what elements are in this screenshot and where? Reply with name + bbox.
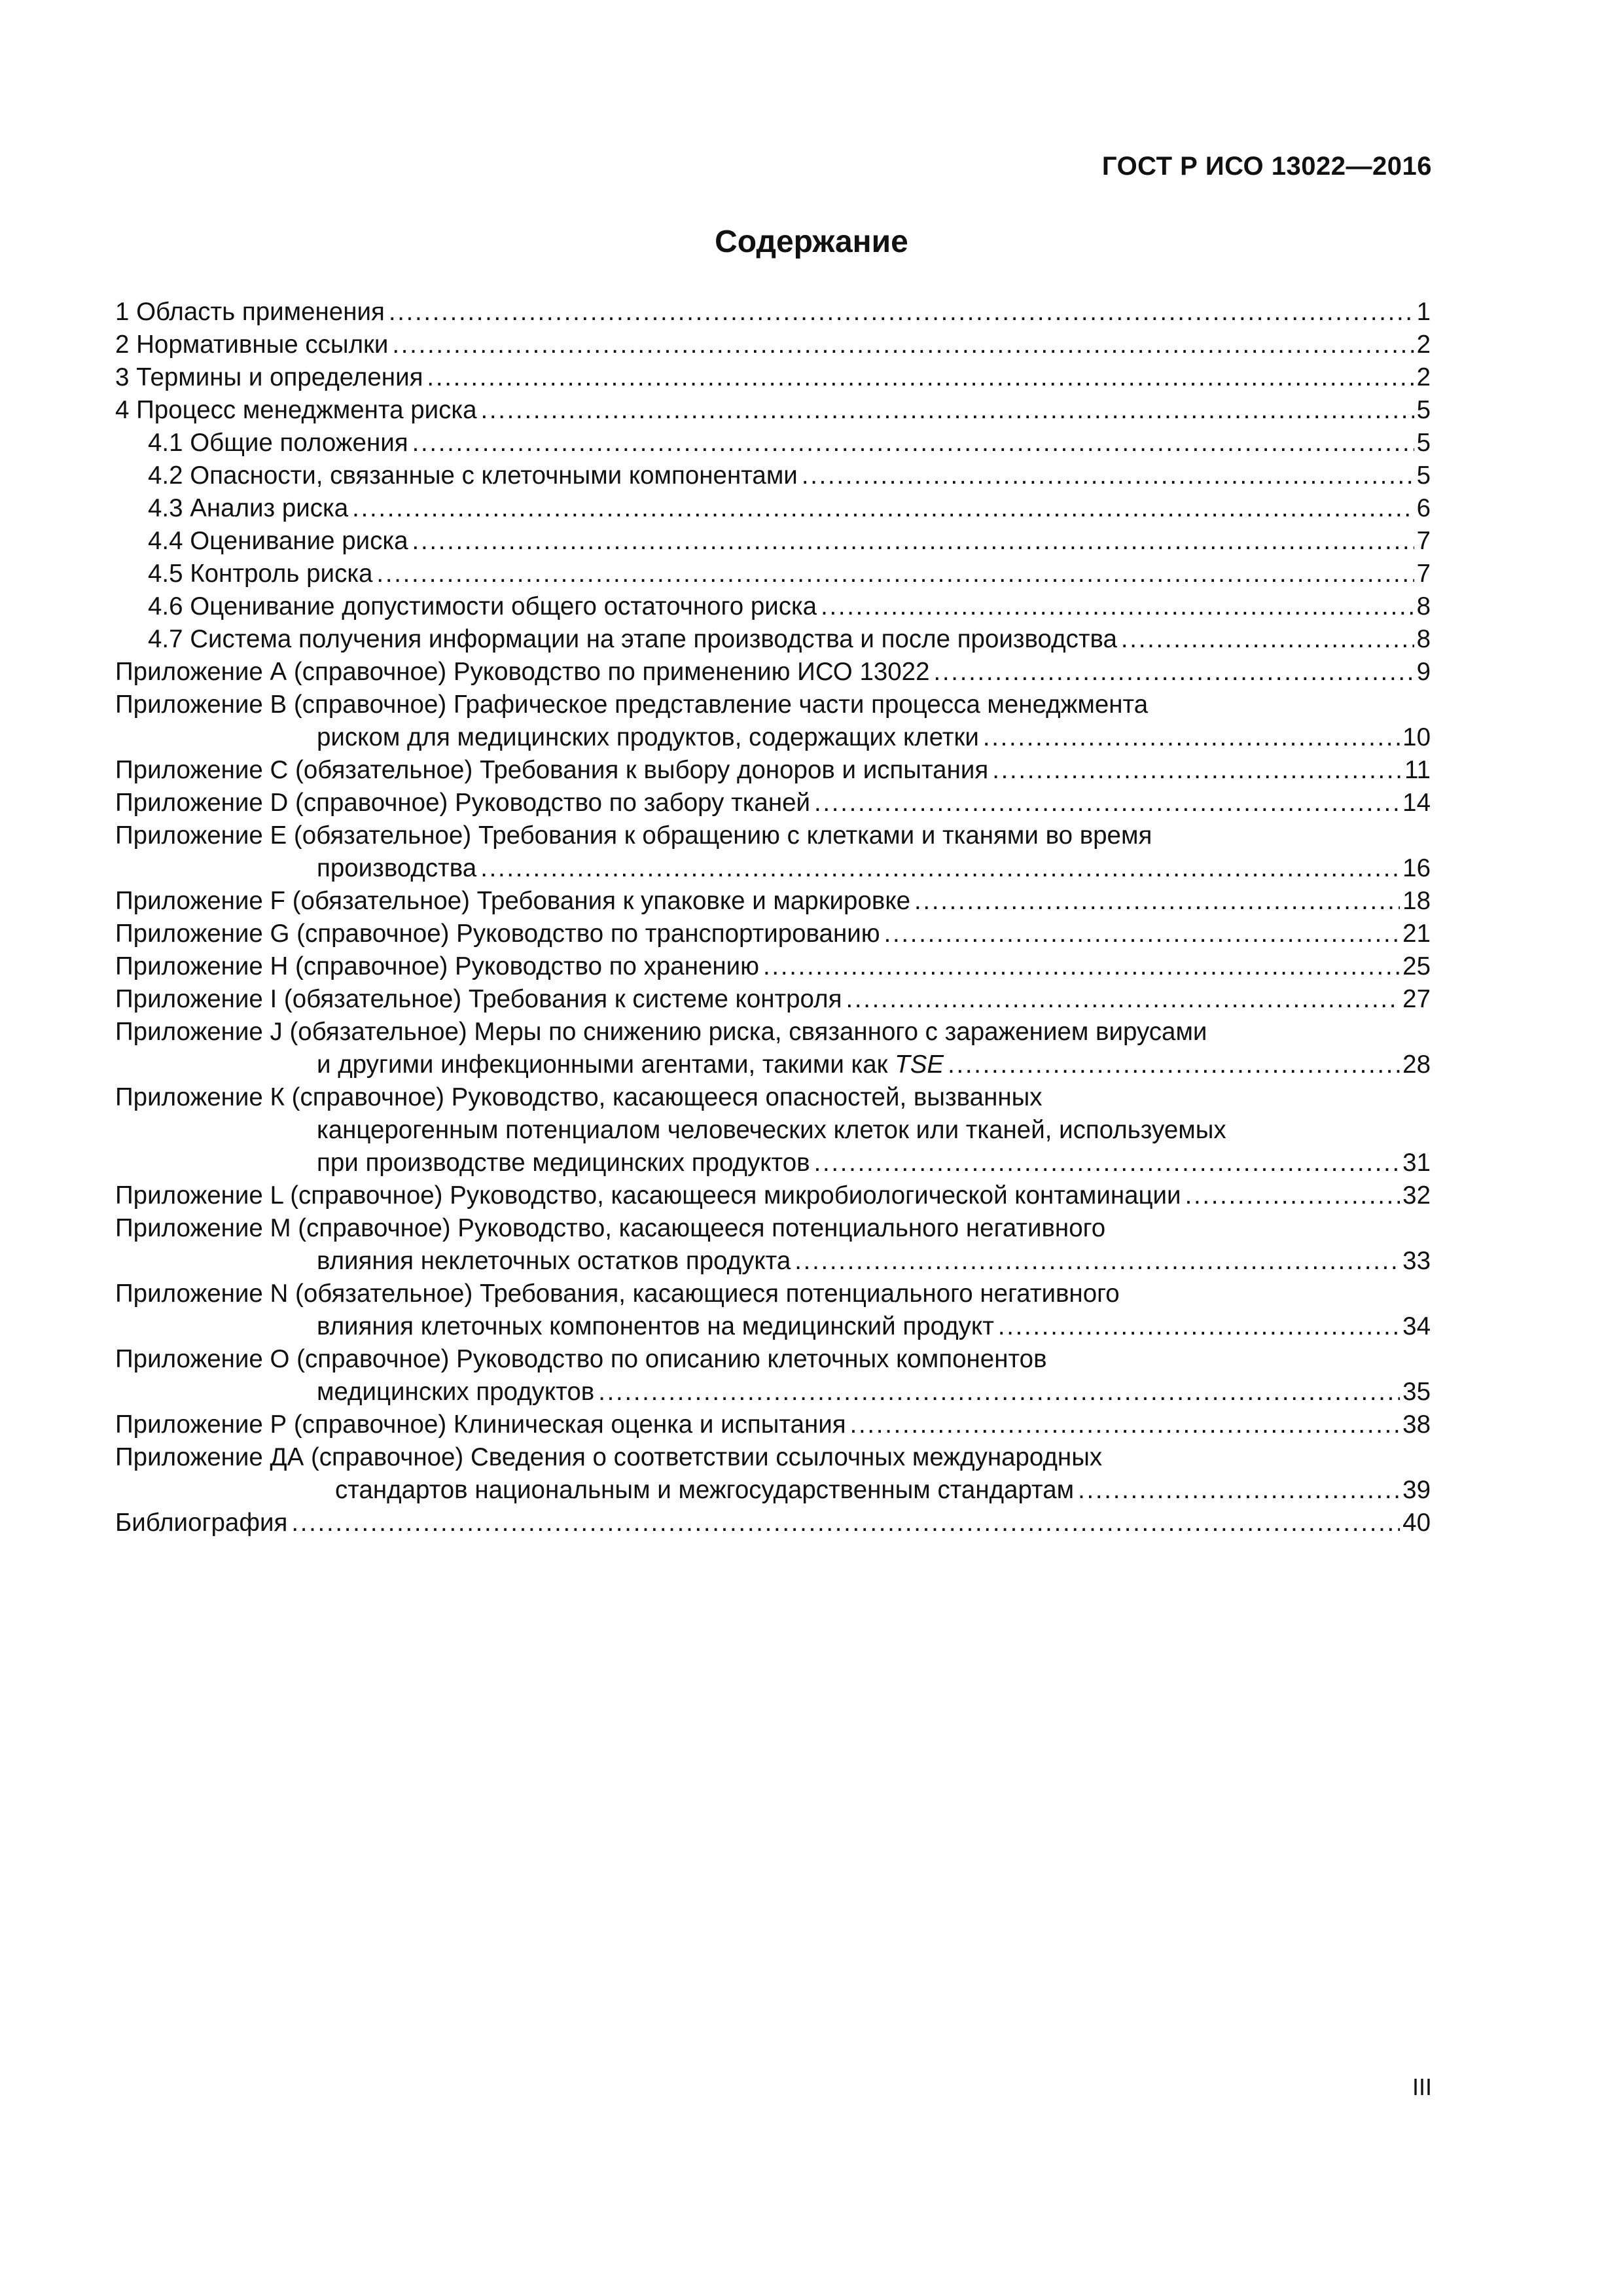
toc-entry-annex-m[interactable]: [115, 1212, 1431, 1278]
toc-entry-title: Приложение В (справочное) Графическое представление части процесса менеджмента: [115, 691, 1149, 719]
toc-page-number: 2: [1416, 331, 1431, 359]
toc-entry-title: 4 Процесс менеджмента риска: [115, 396, 477, 424]
toc-entry-annex-c[interactable]: [115, 754, 1431, 787]
toc-page-number: 33: [1402, 1247, 1431, 1275]
toc-entry-annex-h[interactable]: [115, 950, 1431, 983]
toc-page-number: 8: [1416, 625, 1431, 653]
table-of-contents: [115, 296, 1431, 1539]
toc-page-number: 2: [1416, 363, 1431, 391]
toc-entry-title: 1 Область применения: [115, 298, 385, 326]
toc-page-number: 40: [1402, 1509, 1431, 1537]
dot-leader: [1078, 1474, 1400, 1507]
page-number: III: [1412, 2073, 1432, 2100]
toc-entry-annex-d[interactable]: [115, 787, 1431, 819]
dot-leader: [412, 427, 1414, 459]
dot-leader: [376, 558, 1414, 590]
toc-entry-title: Приложение М (справочное) Руководство, касающееся потенциального негативного: [115, 1214, 1106, 1242]
dot-leader: [846, 983, 1400, 1016]
toc-entry-annex-o[interactable]: [115, 1343, 1431, 1408]
dot-leader: [802, 459, 1414, 492]
dot-leader: [598, 1376, 1400, 1408]
page-title: Содержание: [715, 224, 908, 259]
toc-entry-title-continued: производства: [317, 854, 477, 882]
toc-page-number: 38: [1402, 1410, 1431, 1439]
toc-entry-annex-da[interactable]: [115, 1441, 1431, 1507]
toc-page-number: 28: [1402, 1050, 1431, 1079]
toc-page-number: 9: [1416, 658, 1431, 686]
dot-leader: [850, 1408, 1400, 1441]
toc-entry-section-4-7[interactable]: [115, 623, 1431, 656]
toc-entry-title: Приложение Н (справочное) Руководство по хранению: [115, 952, 760, 980]
toc-entry-annex-l[interactable]: [115, 1179, 1431, 1212]
toc-page-number: 34: [1402, 1312, 1431, 1340]
toc-entry-annex-e[interactable]: [115, 819, 1431, 885]
toc-entry-title-continued: при производстве медицинских продуктов: [317, 1149, 810, 1177]
dot-leader: [480, 394, 1414, 427]
toc-entry-title: Приложение С (обязательное) Требования к выбору доноров и испытания: [115, 756, 989, 784]
dot-leader: [480, 852, 1400, 885]
toc-entry-title-continued: медицинских продуктов: [317, 1378, 595, 1406]
toc-entry-title: 4.3 Анализ риска: [148, 494, 349, 522]
toc-page-number: 5: [1416, 429, 1431, 457]
toc-entry-title: Приложение А (справочное) Руководство по применению ИСО 13022: [115, 658, 930, 686]
toc-entry-title-continued: влияния клеточных компонентов на медицинский продукт: [317, 1312, 994, 1340]
toc-entry-annex-n[interactable]: [115, 1278, 1431, 1343]
toc-page-number: 32: [1402, 1181, 1431, 1210]
toc-entry-section-2[interactable]: [115, 329, 1431, 361]
toc-entry-title: Приложение ДА (справочное) Сведения о соответствии ссылочных международных: [115, 1443, 1103, 1471]
toc-page-number: 7: [1416, 527, 1431, 555]
toc-entry-title: 3 Термины и определения: [115, 363, 423, 391]
toc-entry-section-4-5[interactable]: [115, 558, 1431, 590]
dot-leader: [821, 590, 1414, 623]
dot-leader: [814, 1147, 1400, 1179]
toc-entry-title: 4.1 Общие положения: [148, 429, 408, 457]
toc-entry-title-continued: [317, 1049, 944, 1081]
toc-entry-section-4-3[interactable]: [115, 492, 1431, 525]
toc-page-number: 6: [1416, 494, 1431, 522]
toc-entry-title: 4.4 Оценивание риска: [148, 527, 408, 555]
toc-entry-annex-i[interactable]: [115, 983, 1431, 1016]
toc-page-number: 16: [1402, 854, 1431, 882]
toc-page-number: 8: [1416, 592, 1431, 620]
dot-leader: [1121, 623, 1414, 656]
toc-entry-annex-b[interactable]: [115, 689, 1431, 754]
toc-page-number: 21: [1402, 920, 1431, 948]
toc-entry-section-4-2[interactable]: [115, 459, 1431, 492]
dot-leader: [389, 296, 1414, 329]
toc-entry-section-4-4[interactable]: [115, 525, 1431, 558]
toc-page-number: 27: [1402, 985, 1431, 1013]
document-code: ГОСТ Р ИСО 13022—2016: [1101, 152, 1432, 181]
toc-entry-title: Приложение G (справочное) Руководство по транспортированию: [115, 920, 880, 948]
toc-entry-title: 4.5 Контроль риска: [148, 560, 373, 588]
toc-entry-section-1[interactable]: [115, 296, 1431, 329]
dot-leader: [392, 329, 1414, 361]
toc-page-number: 39: [1402, 1476, 1431, 1504]
toc-entry-bibliography[interactable]: [115, 1507, 1431, 1539]
toc-entry-title: Приложение Р (справочное) Клиническая оценка и испытания: [115, 1410, 846, 1439]
toc-entry-title: Приложение F (обязательное) Требования к упаковке и маркировке: [115, 887, 911, 915]
toc-page-number: 35: [1402, 1378, 1431, 1406]
toc-page-number: 10: [1402, 723, 1431, 751]
toc-entry-title-continued: риском для медицинских продуктов, содержащих клетки: [317, 723, 979, 751]
toc-entry-title: 2 Нормативные ссылки: [115, 331, 389, 359]
toc-page-number: 31: [1402, 1149, 1431, 1177]
toc-entry-annex-g[interactable]: [115, 918, 1431, 950]
dot-leader: [763, 950, 1400, 983]
toc-entry-italic-term: TSE: [895, 1050, 944, 1079]
toc-page-number: 11: [1404, 756, 1431, 784]
dot-leader: [1185, 1179, 1400, 1212]
toc-entry-annex-j[interactable]: [115, 1016, 1431, 1081]
toc-entry-annex-p[interactable]: [115, 1408, 1431, 1441]
dot-leader: [934, 656, 1414, 689]
toc-entry-title: 4.6 Оценивание допустимости общего остаточного риска: [148, 592, 817, 620]
dot-leader: [884, 918, 1400, 950]
toc-entry-text: и другими инфекционными агентами, такими как: [317, 1050, 895, 1079]
dot-leader: [992, 754, 1402, 787]
toc-entry-title: Приложение J (обязательное) Меры по снижению риска, связанного с заражением вирусами: [115, 1018, 1207, 1046]
toc-entry-title: 4.2 Опасности, связанные с клеточными компонентами: [148, 461, 798, 490]
toc-entry-section-4[interactable]: [115, 394, 1431, 427]
toc-entry-title: Приложение N (обязательное) Требования, касающиеся потенциального негативного: [115, 1280, 1120, 1308]
dot-leader: [998, 1310, 1400, 1343]
toc-entry-title: Приложение Е (обязательное) Требования к обращению с клетками и тканями во время: [115, 821, 1152, 850]
toc-page-number: 18: [1402, 887, 1431, 915]
toc-entry-title: Приложение D (справочное) Руководство по забору тканей: [115, 789, 811, 817]
toc-entry-section-4-6[interactable]: [115, 590, 1431, 623]
toc-page-number: 7: [1416, 560, 1431, 588]
toc-entry-title: Приложение I (обязательное) Требования к системе контроля: [115, 985, 842, 1013]
toc-page-number: 5: [1416, 461, 1431, 490]
toc-entry-title-continued: канцерогенным потенциалом человеческих клеток или тканей, используемых: [317, 1116, 1226, 1144]
dot-leader: [914, 885, 1400, 918]
toc-page-number: 14: [1402, 789, 1431, 817]
toc-page-number: 5: [1416, 396, 1431, 424]
dot-leader: [427, 361, 1414, 394]
dot-leader: [412, 525, 1414, 558]
dot-leader: [983, 721, 1400, 754]
toc-entry-annex-k[interactable]: [115, 1081, 1431, 1179]
dot-leader: [814, 787, 1400, 819]
toc-entry-title-continued: влияния неклеточных остатков продукта: [317, 1247, 791, 1275]
toc-entry-title: Приложение О (справочное) Руководство по описанию клеточных компонентов: [115, 1345, 1047, 1373]
toc-entry-annex-f[interactable]: [115, 885, 1431, 918]
toc-entry-title: Приложение К (справочное) Руководство, касающееся опасностей, вызванных: [115, 1083, 1043, 1111]
dot-leader: [291, 1507, 1400, 1539]
toc-entry-section-4-1[interactable]: [115, 427, 1431, 459]
toc-entry-title: 4.7 Система получения информации на этапе производства и после производства: [148, 625, 1117, 653]
toc-entry-title-continued: стандартов национальным и межгосударственным стандартам: [335, 1476, 1075, 1504]
toc-entry-title: Библиография: [115, 1509, 288, 1537]
dot-leader: [352, 492, 1414, 525]
toc-page-number: 1: [1416, 298, 1431, 326]
dot-leader: [948, 1049, 1400, 1081]
toc-entry-section-3[interactable]: [115, 361, 1431, 394]
dot-leader: [794, 1245, 1400, 1278]
toc-entry-title: Приложение L (справочное) Руководство, касающееся микробиологической контаминации: [115, 1181, 1181, 1210]
toc-page-number: 25: [1402, 952, 1431, 980]
toc-entry-annex-a[interactable]: [115, 656, 1431, 689]
